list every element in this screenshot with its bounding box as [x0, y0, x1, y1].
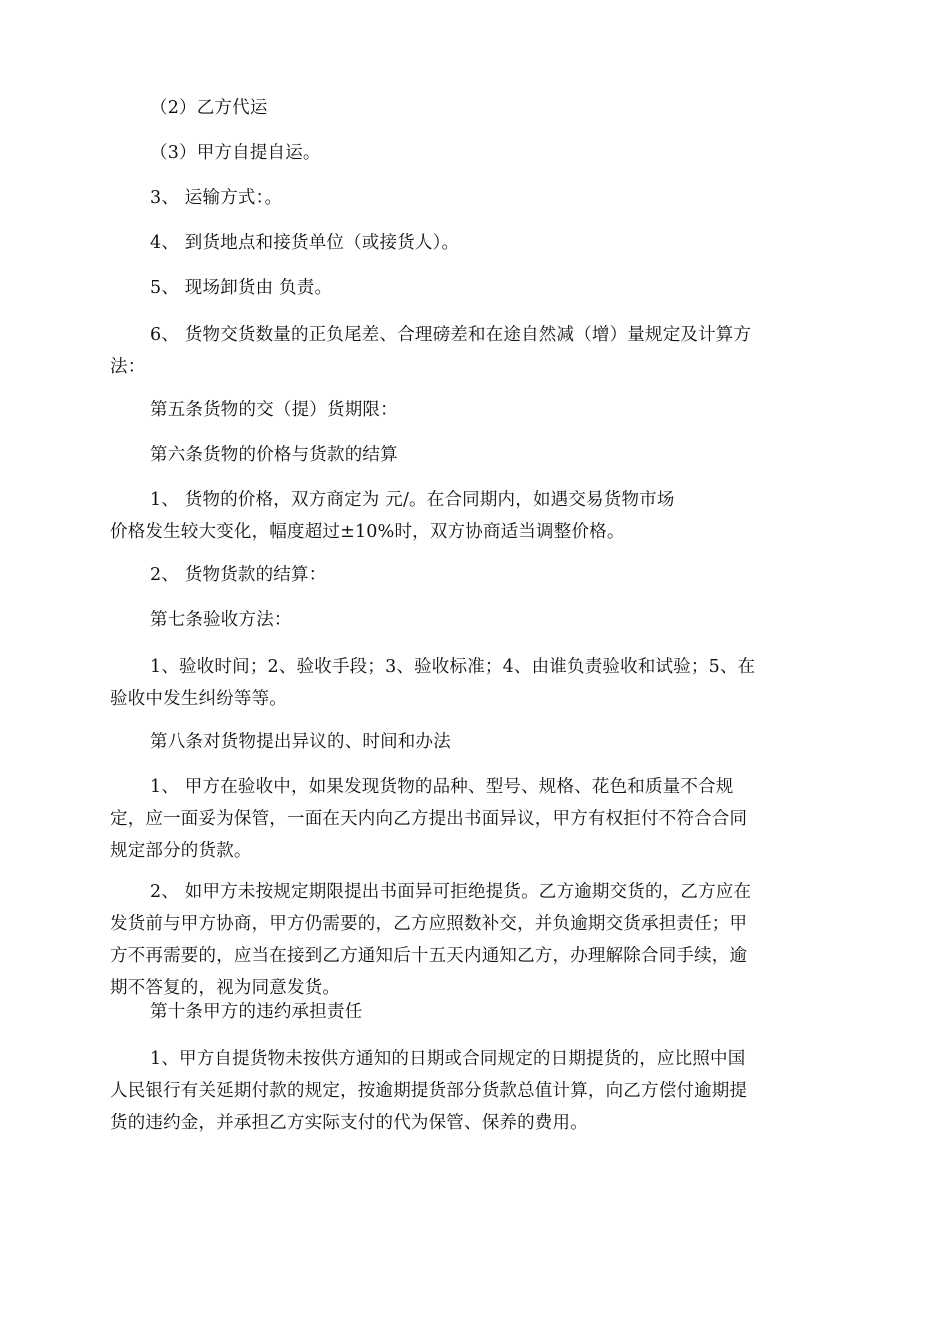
text-line: 2、 如甲方未按规定期限提出书面异可拒绝提货。乙方逾期交货的，乙方应在 — [150, 882, 752, 902]
text-line: 1、甲方自提货物未按供方通知的日期或合同规定的日期提货的，应比照中国 — [150, 1049, 746, 1069]
section-heading-article-10 — [110, 996, 845, 1028]
text-line: 第十条甲方的违约承担责任 — [150, 1002, 363, 1022]
text-line: 3、 运输方式：。 — [150, 188, 283, 208]
text-line: 第八条对货物提出异议的、时间和办法 — [150, 732, 451, 752]
section-heading-article-7 — [110, 604, 845, 636]
text-line: 价格发生较大变化，幅度超过±10%时，双方协商适当调整价格。 — [110, 522, 625, 542]
paragraph-inspection-items — [110, 651, 845, 715]
text-line: 第六条货物的价格与货款的结算 — [150, 445, 398, 465]
text-line: （3）甲方自提自运。 — [150, 143, 321, 163]
text-line: 方不再需要的，应当在接到乙方通知后十五天内通知乙方，办理解除合同手续，逾 — [110, 946, 748, 966]
text-line: 定，应一面妥为保管，一面在天内向乙方提出书面异议，甲方有权拒付不符合合同 — [110, 809, 748, 829]
text-line: 4、 到货地点和接货单位（或接货人）。 — [150, 233, 460, 253]
text-line: 5、 现场卸货由 负责。 — [150, 278, 333, 298]
paragraph-transport-method — [110, 182, 845, 214]
section-heading-article-6 — [110, 439, 845, 471]
text-line: 2、 货物货款的结算： — [150, 565, 327, 585]
paragraph-objection-2 — [110, 876, 845, 1004]
text-line: 第七条验收方法： — [150, 610, 292, 630]
paragraph-unloading — [110, 272, 845, 304]
text-line: 发货前与甲方协商，甲方仍需要的，乙方应照数补交，并负逾期交货承担责任；甲 — [110, 914, 748, 934]
text-line: 人民银行有关延期付款的规定，按逾期提货部分货款总值计算，向乙方偿付逾期提 — [110, 1081, 748, 1101]
paragraph-price — [110, 484, 845, 548]
paragraph-quantity-tolerance — [110, 319, 845, 383]
section-heading-article-8 — [110, 726, 845, 758]
paragraph-objection-1 — [110, 771, 845, 867]
text-line: 验收中发生纠纷等等。 — [110, 689, 287, 709]
paragraph-transport-option-2 — [110, 92, 845, 124]
text-line: 规定部分的货款。 — [110, 841, 252, 861]
text-line: 第五条货物的交（提）货期限： — [150, 400, 398, 420]
text-line: 法： — [110, 357, 146, 377]
paragraph-buyer-liability-1 — [110, 1043, 845, 1139]
text-line: 1、验收时间；2、验收手段；3、验收标准；4、由谁负责验收和试验；5、在 — [150, 657, 756, 677]
paragraph-delivery-location — [110, 227, 845, 259]
text-line: 期不答复的，视为同意发货。 — [110, 978, 341, 998]
paragraph-payment-settlement — [110, 559, 845, 591]
paragraph-transport-option-3 — [110, 137, 845, 169]
text-line: 1、 货物的价格，双方商定为 元/。在合同期内，如遇交易货物市场 — [150, 490, 675, 510]
text-line: 货的违约金，并承担乙方实际支付的代为保管、保养的费用。 — [110, 1113, 588, 1133]
section-heading-article-5 — [110, 394, 845, 426]
text-line: 1、 甲方在验收中，如果发现货物的品种、型号、规格、花色和质量不合规 — [150, 777, 734, 797]
text-line: （2）乙方代运 — [150, 98, 268, 118]
text-line: 6、 货物交货数量的正负尾差、合理磅差和在途自然减（增）量规定及计算方 — [150, 325, 752, 345]
